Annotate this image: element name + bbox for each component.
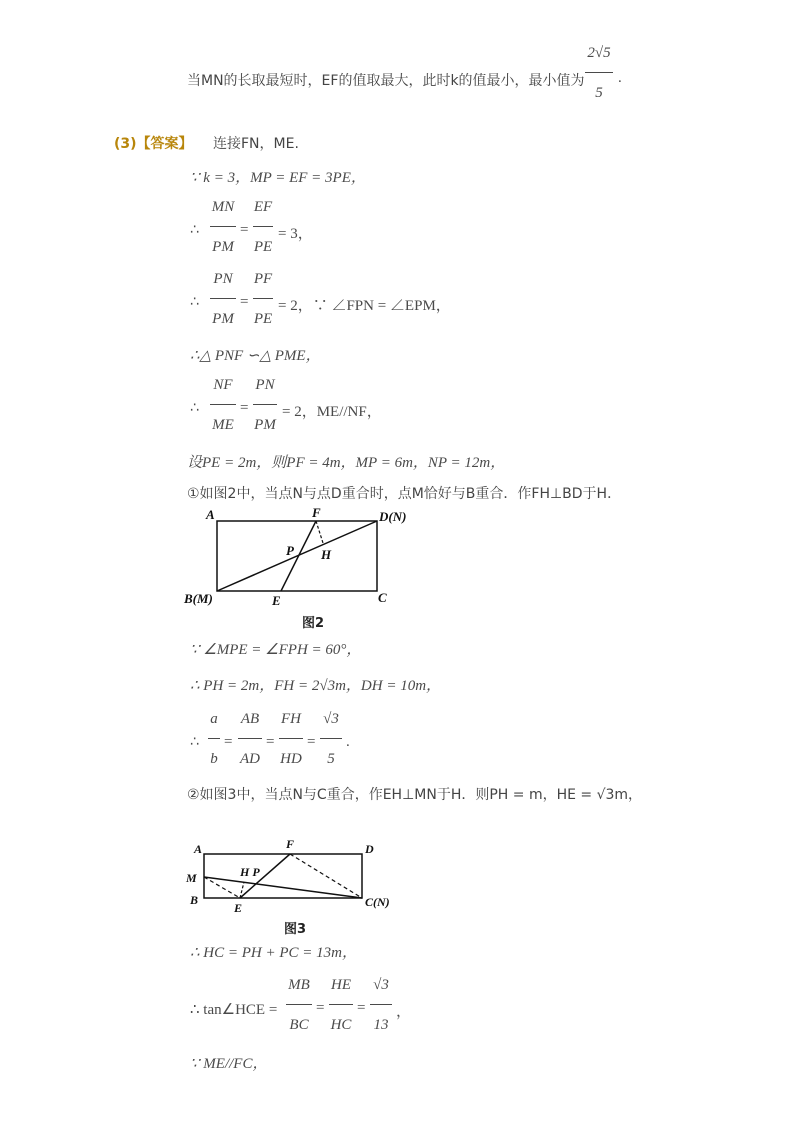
- equals-sign: =: [316, 1000, 325, 1016]
- fraction-numerator: √3: [373, 977, 389, 993]
- proof-line-8: ∵ ∠MPE = ∠FPH = 60°，: [190, 642, 362, 658]
- fraction-bar: [210, 298, 236, 299]
- equals-sign: =: [357, 1000, 366, 1016]
- label-d: D: [365, 842, 374, 856]
- fraction-denominator: BC: [289, 1017, 309, 1033]
- fraction-bar: [253, 404, 277, 405]
- proof-line-9: ∴ PH = 2m，FH = 2√3m，DH = 10m，: [190, 678, 442, 694]
- fraction-ef-pe: [253, 198, 273, 256]
- equals-sign: =: [240, 294, 249, 310]
- fraction-bar: [210, 226, 236, 227]
- therefore-symbol: ∴: [190, 734, 199, 750]
- fraction-bar: [210, 404, 236, 405]
- therefore-symbol: ∴: [190, 222, 199, 238]
- segment-fh-dashed: [316, 521, 323, 543]
- fraction-denominator: PE: [253, 239, 273, 255]
- sentence-end: .: [346, 734, 350, 750]
- fraction-numerator: √3: [323, 711, 339, 727]
- fraction-bar: [585, 72, 613, 73]
- proof-line-1: ∵ k = 3，MP = EF = 3PE，: [190, 170, 366, 186]
- fraction-numerator: PN: [255, 377, 275, 393]
- equals-sign: =: [240, 222, 249, 238]
- label-f: F: [312, 505, 321, 520]
- therefore-symbol: ∴: [190, 400, 199, 416]
- fraction-pn-pm-2: [253, 376, 277, 434]
- segment-me-dashed: [204, 877, 240, 898]
- fraction-bar: [286, 1004, 312, 1005]
- equals-sign: =: [224, 734, 233, 750]
- segment-mn: [204, 877, 362, 898]
- sentence-end: ，: [396, 1004, 412, 1020]
- conclusion-sentence: 当MN的长取最短时，EF的值取最大，此时k的值最小，最小值为: [187, 73, 585, 89]
- min-value-fraction: [585, 44, 613, 102]
- fraction-pn-pm: [210, 270, 236, 328]
- equals-sign: =: [307, 734, 316, 750]
- label-e: E: [234, 901, 243, 915]
- label-a: A: [206, 507, 215, 522]
- fraction-denominator: PM: [212, 239, 234, 255]
- fraction-denominator: HC: [330, 1017, 352, 1033]
- therefore-symbol: ∴: [190, 294, 199, 310]
- fraction-he-hc: [329, 976, 353, 1034]
- fraction-numerator: PF: [253, 271, 273, 287]
- diagonal-bd: [217, 521, 377, 591]
- case-2-statement: ②如图3中，当点N与C重合，作EH⊥MN于H．则PH = m，HE = √3m，: [187, 787, 643, 803]
- fraction-numerator: AB: [240, 711, 260, 727]
- proof-line-14: ∵ ME//FC，: [190, 1056, 268, 1072]
- proof-line-12: ∴ HC = PH + PC = 13m，: [190, 945, 357, 961]
- fraction-denominator: ME: [212, 417, 234, 433]
- fraction-denominator: PM: [212, 311, 234, 327]
- equals-sign: =: [266, 734, 275, 750]
- fraction-sqrt3-13: [370, 976, 392, 1034]
- fraction-numerator: MN: [211, 199, 235, 215]
- fraction-denominator: 5: [595, 85, 603, 101]
- answer-intro: 连接FN，ME.: [213, 136, 299, 152]
- fraction-bar: [238, 738, 262, 739]
- label-b: B(M): [184, 591, 213, 606]
- answer-label: (3)【答案】: [114, 136, 193, 152]
- fraction-denominator: 13: [373, 1017, 389, 1033]
- proof-line-5-tail: = 2，ME//NF，: [282, 404, 382, 420]
- figure-2-diagram: [180, 505, 420, 630]
- label-m: M: [186, 871, 197, 885]
- fraction-denominator: 5: [327, 751, 335, 767]
- label-c: C(N): [365, 895, 390, 909]
- label-h: H: [321, 547, 332, 562]
- fraction-bar: [208, 738, 220, 739]
- fraction-numerator: 2√5: [587, 45, 611, 61]
- label-d: D(N): [379, 509, 407, 524]
- fraction-denominator: HD: [280, 751, 302, 767]
- figure-3-diagram: [180, 834, 410, 924]
- tan-expression: ∴ tan∠HCE =: [190, 1002, 278, 1018]
- label-a: A: [194, 842, 203, 856]
- fraction-bar: [329, 1004, 353, 1005]
- case-1-statement: ①如图2中，当点N与点D重合时，点M恰好与B重合．作FH⊥BD于H．: [187, 486, 622, 502]
- label-c: C: [378, 590, 387, 605]
- fraction-sqrt3-5: [320, 710, 342, 768]
- fraction-a-b: [208, 710, 220, 768]
- equals-sign: =: [240, 400, 249, 416]
- fraction-bar: [279, 738, 303, 739]
- fraction-numerator: PN: [213, 271, 233, 287]
- proof-line-4: ∴△ PNF ∽△ PME，: [190, 348, 321, 364]
- fraction-denominator: PM: [254, 417, 276, 433]
- fraction-numerator: HE: [331, 977, 351, 993]
- proof-line-6: 设PE = 2m，则PF = 4m，MP = 6m，NP = 12m，: [187, 455, 506, 471]
- fraction-nf-me: [210, 376, 236, 434]
- label-f: F: [286, 837, 295, 851]
- fraction-mb-bc: [286, 976, 312, 1034]
- figure-2-caption: 图2: [302, 616, 325, 631]
- fraction-bar: [320, 738, 342, 739]
- fraction-numerator: EF: [253, 199, 273, 215]
- proof-line-3-tail: = 2，∵ ∠FPN = ∠EPM，: [278, 298, 451, 314]
- fraction-fh-hd: [279, 710, 303, 768]
- segment-fc-dashed: [290, 854, 362, 898]
- fraction-bar: [370, 1004, 392, 1005]
- sentence-end: .: [618, 70, 622, 86]
- fraction-denominator: AD: [240, 751, 260, 767]
- fraction-ab-ad: [238, 710, 262, 768]
- label-b: B: [190, 893, 199, 907]
- fraction-mn-pm: [210, 198, 236, 256]
- figure-3-caption: 图3: [284, 922, 307, 937]
- fraction-denominator: PE: [253, 311, 273, 327]
- fraction-bar: [253, 226, 273, 227]
- proof-line-2-tail: = 3，: [278, 226, 313, 242]
- fraction-numerator: FH: [281, 711, 301, 727]
- fraction-pf-pe: [253, 270, 273, 328]
- fraction-numerator: MB: [288, 977, 310, 993]
- fraction-numerator: a: [210, 711, 218, 727]
- fraction-denominator: b: [210, 751, 218, 767]
- label-e: E: [272, 593, 281, 608]
- label-h-p: H P: [240, 865, 260, 879]
- fraction-bar: [253, 298, 273, 299]
- label-p: P: [286, 543, 294, 558]
- fraction-numerator: NF: [213, 377, 233, 393]
